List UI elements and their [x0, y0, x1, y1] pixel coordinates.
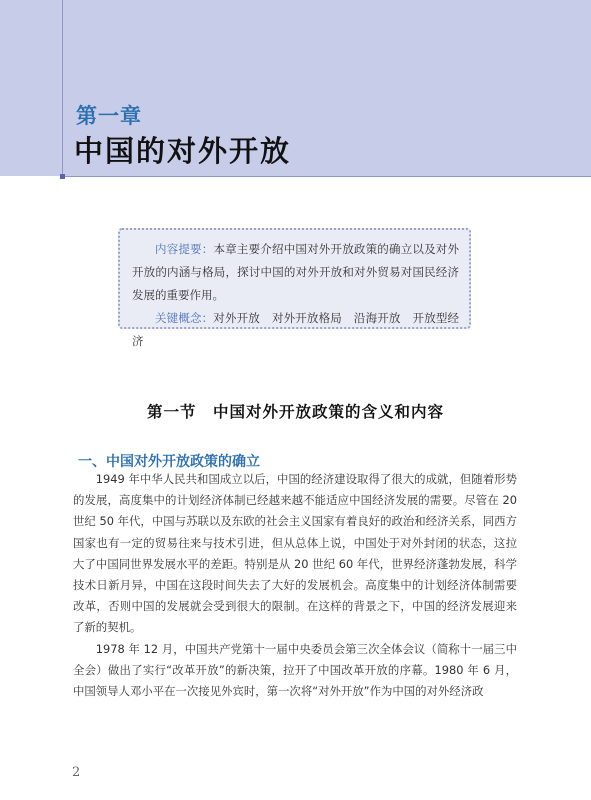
header-vertical-rule — [62, 0, 63, 176]
section-title: 第一节 中国对外开放政策的含义和内容 — [146, 402, 444, 421]
paragraph: 1978 年 12 月，中国共产党第十一届中央委员会第三次全体会议（简称十一届三中全会）做出了实行“改革开放”的新决策，拉开了中国改革开放的序幕。1980 年 6 月，中国领导人邓小平在一次接见外宾时，第一次将“对外开放”作为中国的对外经济政 — [73, 641, 517, 699]
summary-box — [118, 228, 471, 348]
header-corner-marker — [60, 174, 65, 179]
body-text — [73, 469, 517, 702]
keyword: 开放型经济 — [132, 311, 460, 348]
summary-paragraph — [132, 238, 459, 307]
keyword: 对外开放 — [213, 311, 260, 325]
keywords-label: 关键概念： — [155, 311, 214, 325]
paragraph: 1949 年中华人民共和国成立以后，中国的经济建设取得了很大的成就，但随着形势的发展，高度集中的计划经济体制已经越来越不能适应中国经济发展的需要。尽管在 20 世纪 50 年代，中国与苏联以及东欧的社会主义国家有着良好的政治和经济关系，同西方国家也有一定的贸易往来与技术引进，但从总体上说，中国处于对外封闭的状态，这拉大了中国同世界发展水平的差距。特别是从 20 世纪 60 年代，世界经济蓬勃发展，科学技术日新月异，中国在这段时间失去了大好的发展机会。高度集中的计划经济体制需要改革，否则中国的发展就会受到很大的限制。在这样的背景之下，中国的经济发展迎来了新的契机。 — [73, 472, 517, 635]
keywords-line — [132, 307, 459, 353]
subsection-title: 一、中国对外开放政策的确立 — [78, 454, 260, 470]
page-number: 2 — [72, 765, 81, 780]
chapter-number: 第一章 — [76, 104, 142, 128]
summary-text: 本章主要介绍中国对外开放政策的确立以及对外开放的内涵与格局，探讨中国的对外开放和对外贸易对国民经济发展的重要作用。 — [132, 242, 459, 302]
keyword: 沿海开放 — [353, 311, 401, 325]
header-horizontal-rule — [62, 176, 591, 177]
chapter-title: 中国的对外开放 — [74, 134, 292, 168]
keyword: 对外开放格局 — [271, 311, 342, 325]
summary-label: 内容提要： — [155, 242, 214, 256]
